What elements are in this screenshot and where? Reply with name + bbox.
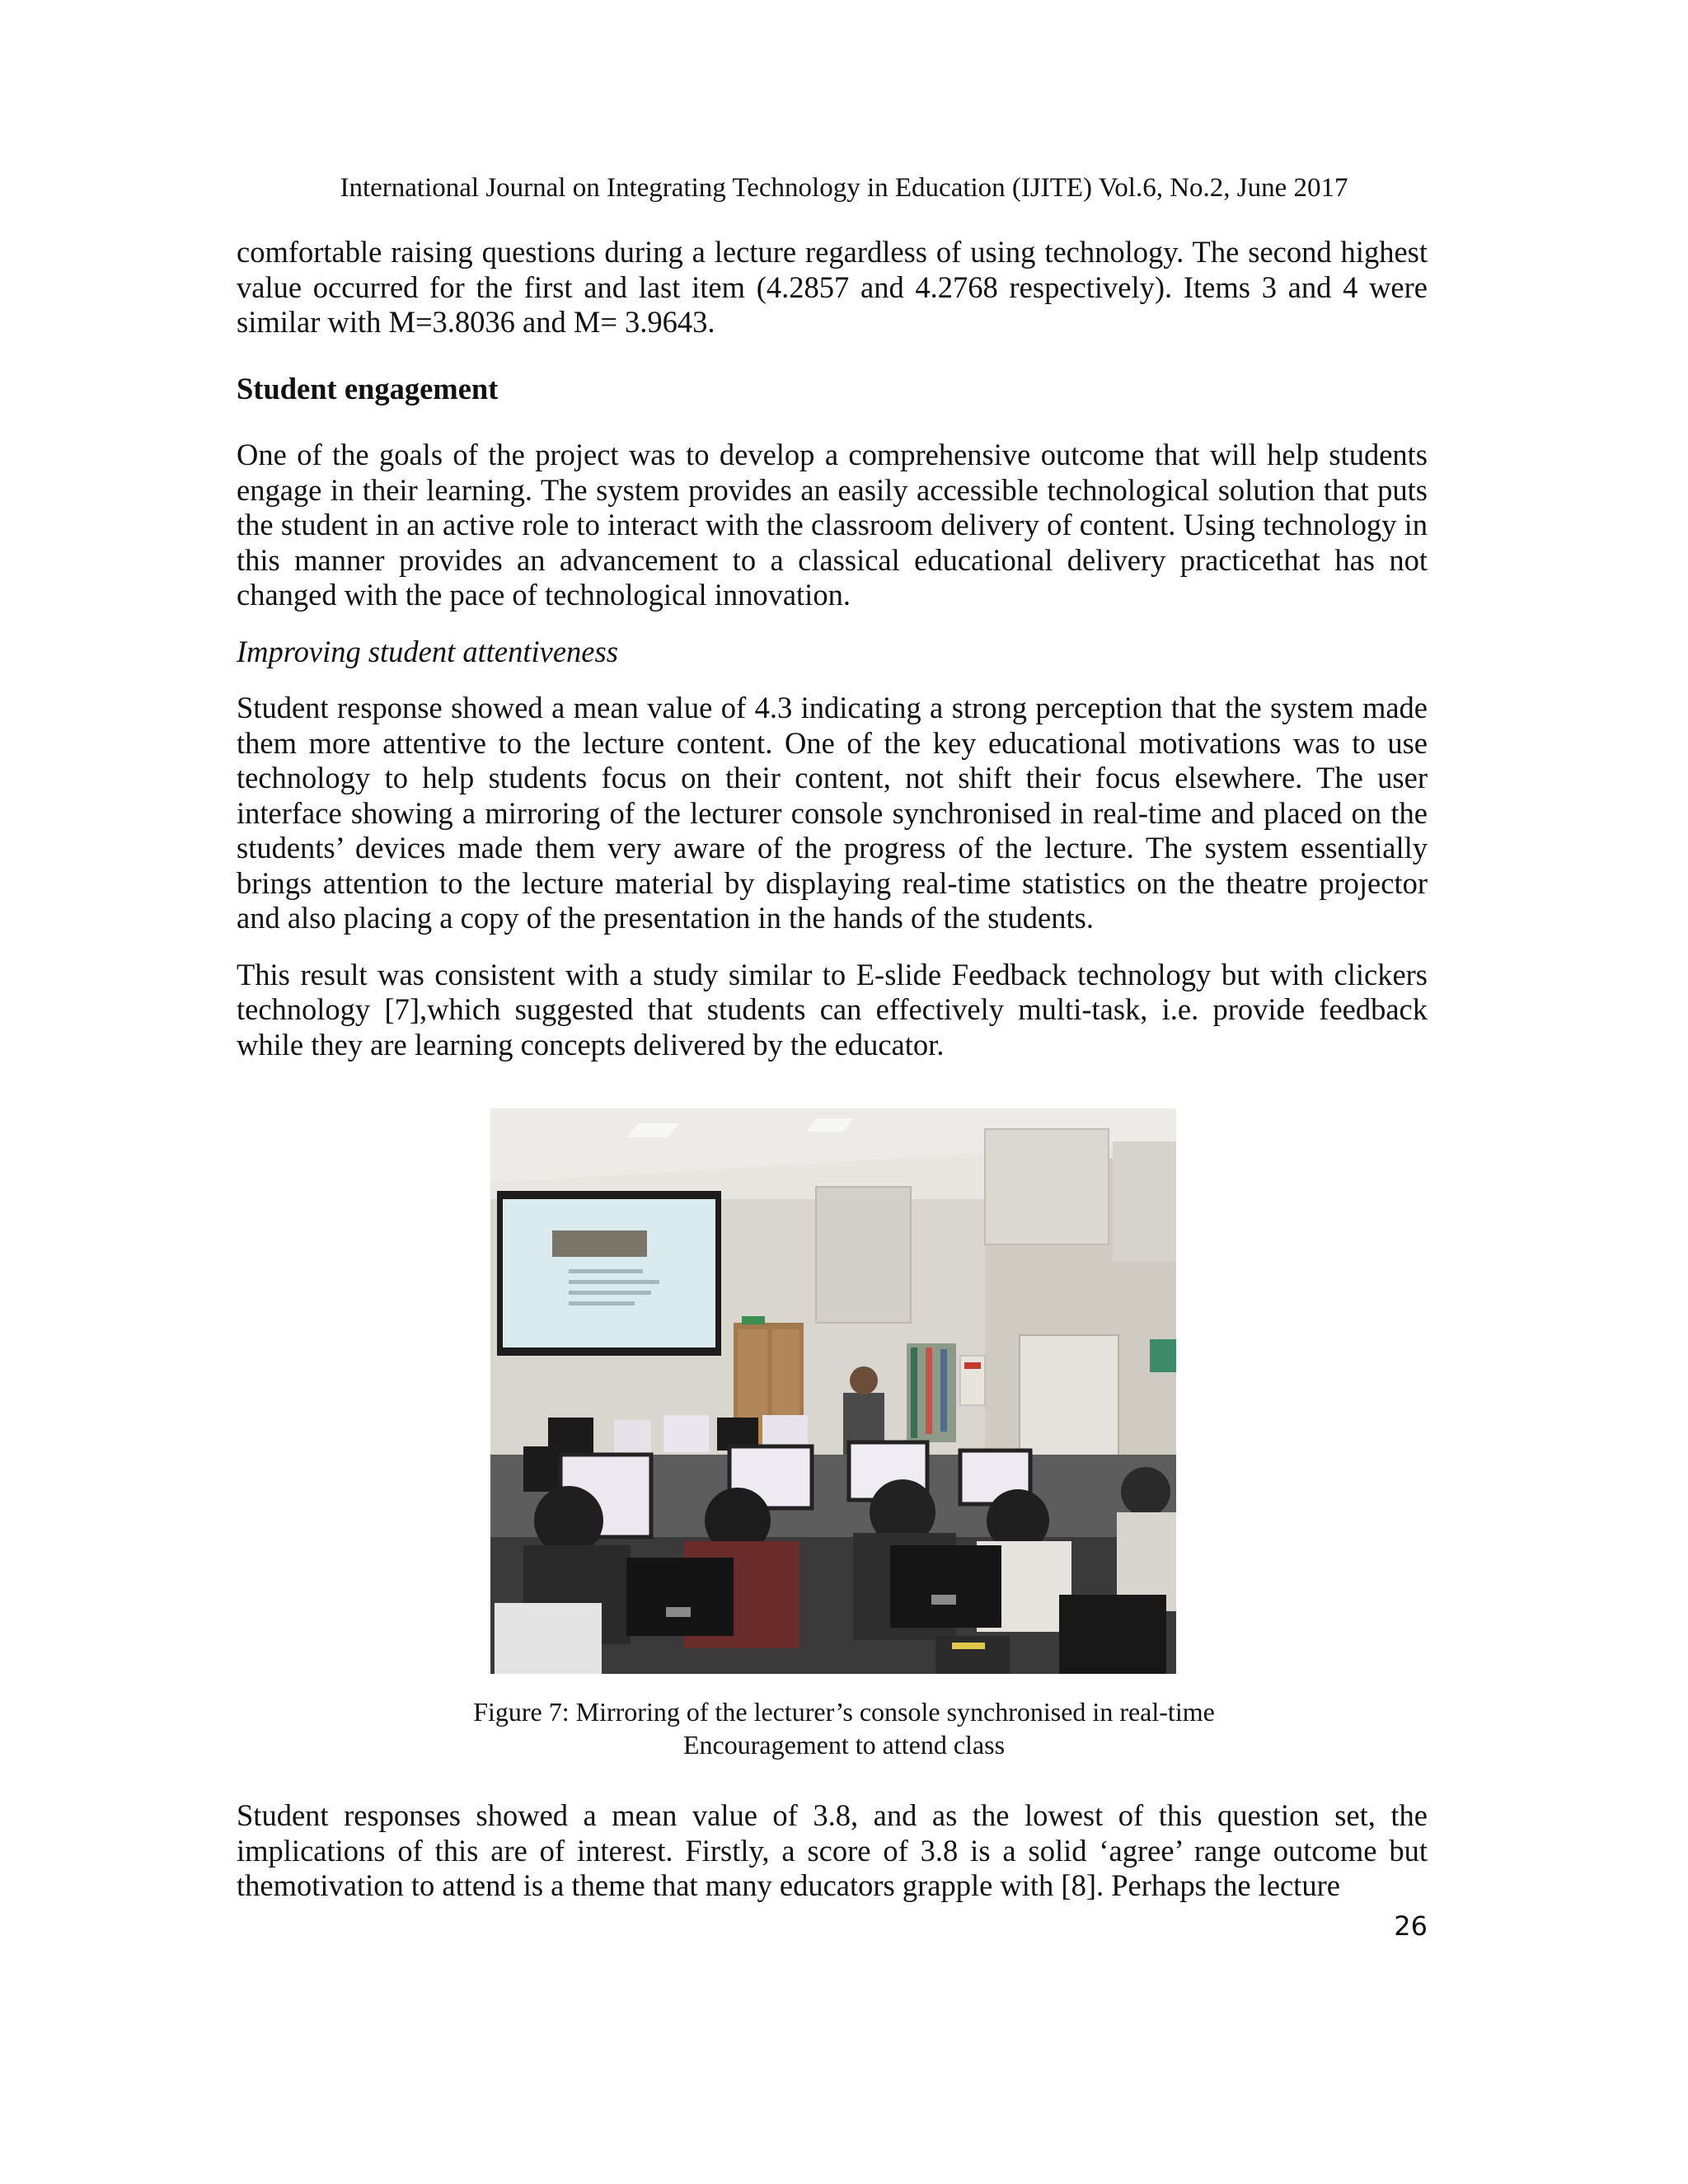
body-text-lower (237, 1798, 1428, 1904)
figure-classroom-photo (490, 1108, 1176, 1674)
paragraph-consistency: This result was consistent with a study similar to E-slide Feedback technology but with clickers technology [7],which suggested that students can effectively multi-task, i.e. provide feedback while they are learning concepts delivered by the educator. (237, 957, 1428, 1062)
paragraph-continued: comfortable raising questions during a lecture regardless of using technology. The second highest value occurred for the first and last item (4.2857 and 4.2768 respectively). Items 3 and 4 were similar with M=3.8036 and M= 3.9643. (237, 235, 1428, 339)
body-text-upper (237, 235, 1428, 1062)
figure-caption-line2: Encouragement to attend class (682, 1730, 1006, 1760)
figure-caption-line1: Figure 7: Mirroring of the lecturer’s console synchronised in real-time (473, 1697, 1215, 1727)
page-number: 26 (1394, 1910, 1428, 1942)
journal-header: International Journal on Integrating Technology in Education (IJITE) Vol.6, No.2, June 2017 (340, 173, 1348, 203)
figure-caption (0, 1695, 1688, 1761)
subsection-heading-attentiveness: Improving student attentiveness (237, 634, 618, 668)
paragraph-goals: One of the goals of the project was to develop a comprehensive outcome that will help students engage in their learning. The system provides an easily accessible technological solution that puts the student in an active role to interact with the classroom delivery of content. Using technology in this manner provides an advancement to a classical educational delivery practicethat has not changed with the pace of technological innovation. (237, 438, 1428, 612)
section-heading-student-engagement: Student engagement (237, 371, 499, 405)
classroom-photo-illustration (490, 1108, 1176, 1674)
paragraph-attentiveness: Student response showed a mean value of 4.3 indicating a strong perception that the system made them more attentive to the lecture content. One of the key educational motivations was to use technology to help students focus on their content, not shift their focus elsewhere. The user interface showing a mirroring of the lecturer console synchronised in real-time and placed on the students’ devices made them very aware of the progress of the lecture. The system essentially brings attention to the lecture material by displaying real-time statistics on the theatre projector and also placing a copy of the presentation in the hands of the students. (237, 691, 1428, 935)
paragraph-attendance: Student responses showed a mean value of 3.8, and as the lowest of this question set, the implications of this are of interest. Firstly, a score of 3.8 is a solid ‘agree’ range outcome but themotivation to attend is a theme that many educators grapple with [8]. Perhaps the lecture (237, 1798, 1428, 1902)
